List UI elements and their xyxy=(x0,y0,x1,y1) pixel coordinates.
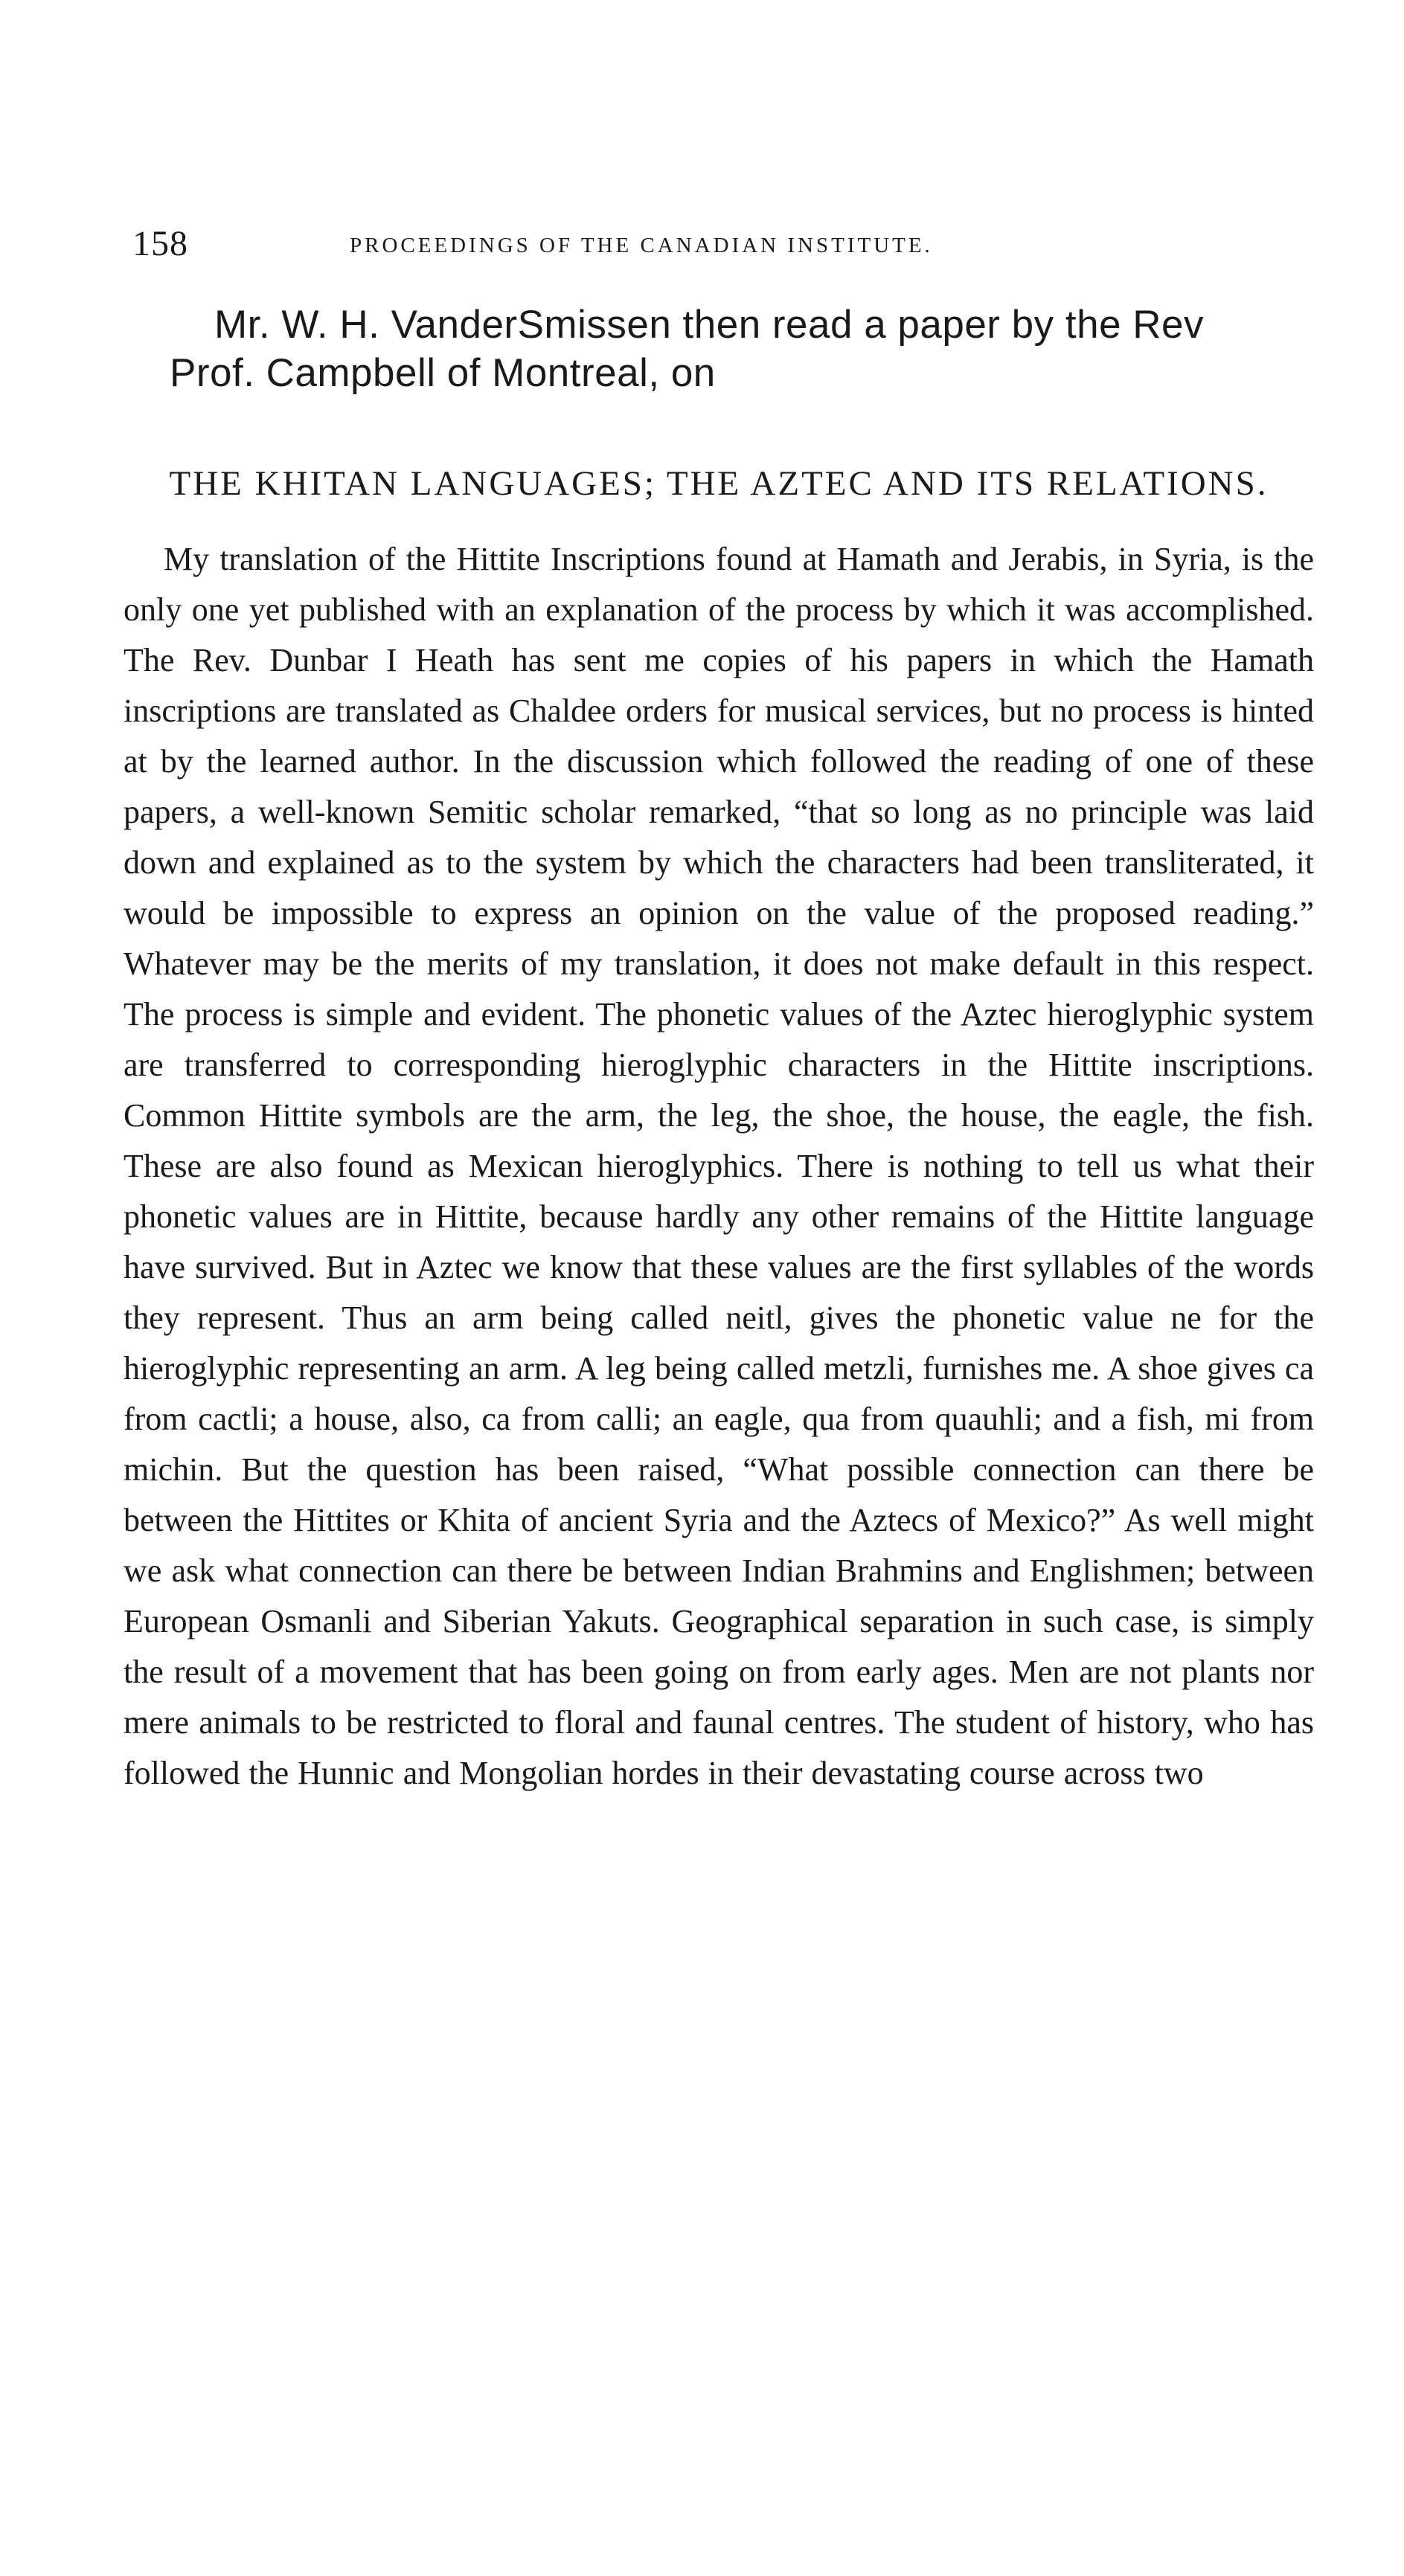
body-paragraph-text: My translation of the Hittite Inscriptions found at Hamath and Jerabis, in Syria, is the only one yet published with an explanation of the process by which it was accomplished. The Rev. Dunbar I Heath has sent me copies of his papers in which the Hamath inscriptions are translated as Chaldee orders for musical services, but no process is hinted at by the learned author. In the discussion which followed the reading of one of these papers, a well-known Semitic scholar remarked, “that so long as no principle was laid down and explained as to the system by which the characters had been transliterated, it would be impossible to express an opinion on the value of the proposed reading.” Whatever may be the merits of my translation, it does not make default in this respect. The process is simple and evident. The phonetic values of the Aztec hieroglyphic system are transferred to corresponding hieroglyphic characters in the Hittite inscriptions. Common Hittite symbols are the arm, the leg, the shoe, the house, the eagle, the fish. These are also found as Mexican hieroglyphics. There is nothing to tell us what their phonetic values are in Hittite, because hardly any other remains of the Hittite language have survived. But in Aztec we know that these values are the first syllables of the words they represent. Thus an arm being called neitl, gives the phonetic value ne for the hieroglyphic representing an arm. A leg being called metzli, furnishes me. A shoe gives ca from cactli; a house, also, ca from calli; an eagle, qua from quauhli; and a fish, mi from michin. But the question has been raised, “What possible connection can there be between the Hittites or Khita of ancient Syria and the Aztecs of Mexico?” As well might we ask what connection can there be between Indian Brahmins and Englishmen; between European Osmanli and Siberian Yakuts. Geographical separation in such case, is simply the result of a movement that has been going on from early ages. Men are not plants nor mere animals to be restricted to floral and faunal centres. The student of history, who has followed the Hunnic and Mongolian hordes in their devastating course across two xyxy=(124,541,1314,1791)
intro-line-1: Mr. W. H. VanderSmissen then read a paper by the Rev xyxy=(214,303,1205,347)
page-number: 158 xyxy=(132,224,188,263)
intro-line-2: Prof. Campbell of Montreal, on xyxy=(170,351,716,395)
running-head xyxy=(124,223,1314,271)
intro-paragraph xyxy=(124,301,1314,397)
article-title: THE KHITAN LANGUAGES; THE AZTEC AND ITS RELATIONS. xyxy=(169,464,1269,503)
body-paragraph xyxy=(124,534,1314,1799)
book-page xyxy=(124,223,1314,1799)
paragraph-indent xyxy=(124,541,164,577)
running-title: PROCEEDINGS OF THE CANADIAN INSTITUTE. xyxy=(350,234,933,257)
